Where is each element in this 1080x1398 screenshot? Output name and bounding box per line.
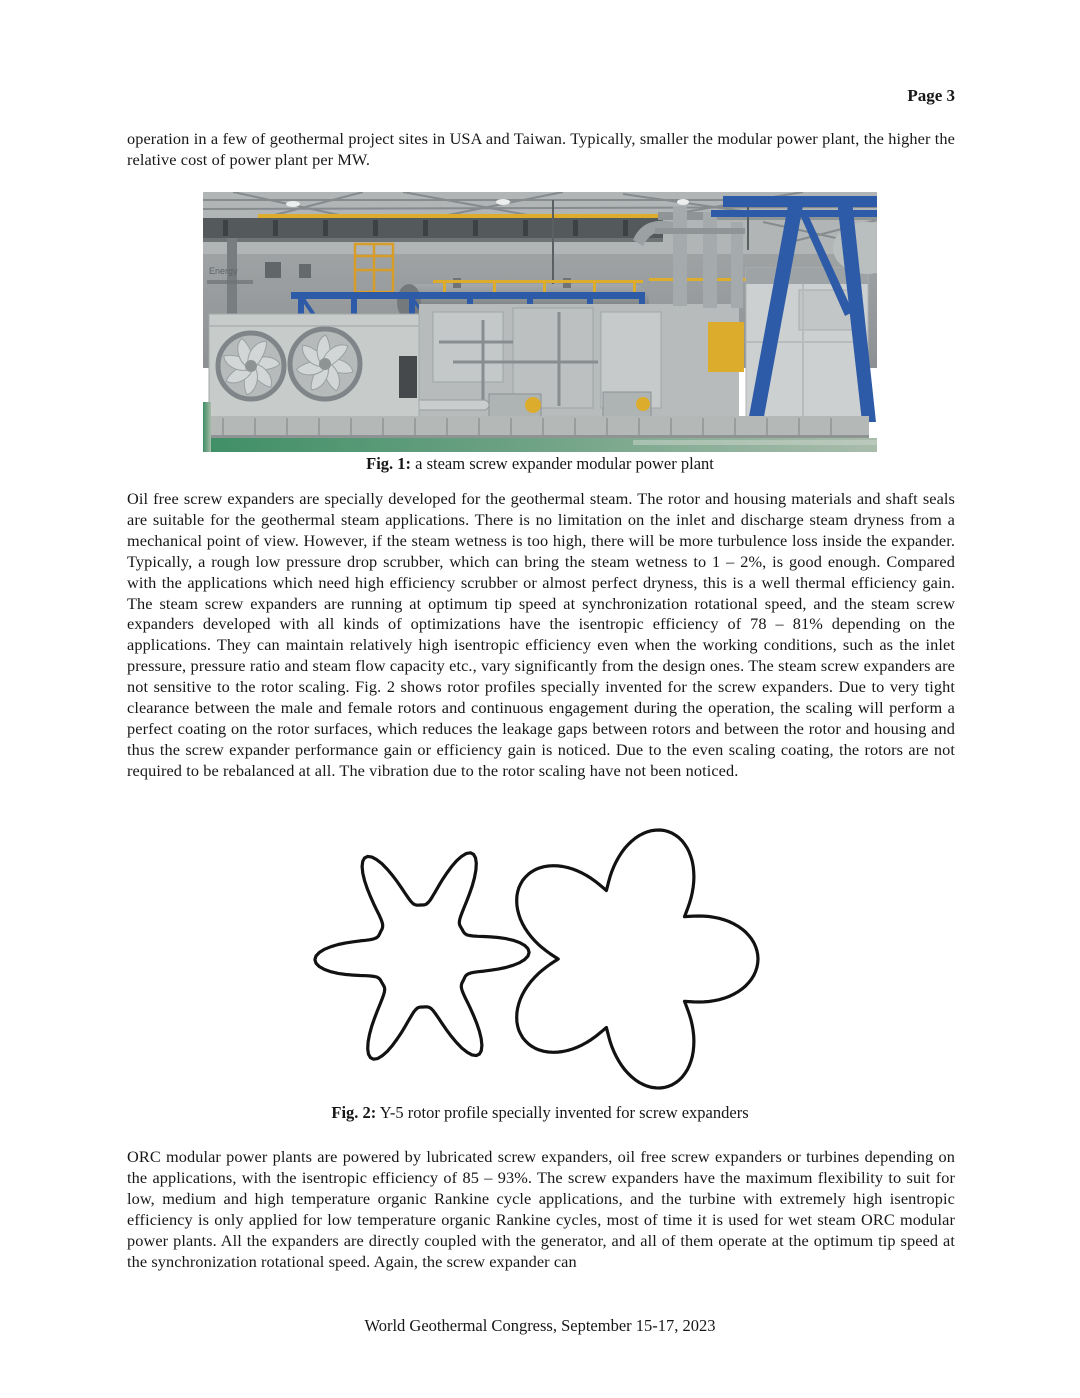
- fan-cooler-unit: [209, 314, 419, 426]
- figure1-label: Fig. 1:: [366, 454, 412, 473]
- orc-paragraph: ORC modular power plants are powered by lubricated screw expanders, oil free screw expanders or turbines depending on the applications, with the isentropic efficiency of 85 – 93%. The screw expanders have the maximum flexibility to suit for low, medium and high temperature organic Rankine cycle applications, and the turbine with extremely high isentropic efficiency is only applied for low temperature organic Rankine cycles, most of time it is used for wet steam ORC modular power plants. All the expanders are directly coupled with the generator, and all of them operate at the optimum tip speed at the synchronization rotational speed. Again, the screw expander can: [127, 1147, 955, 1271]
- page-footer: World Geothermal Congress, September 15-17, 2023: [364, 1316, 716, 1335]
- figure2-rotor-drawing: [310, 815, 775, 1095]
- axial-fan: [218, 333, 284, 399]
- yellow-cabinet: [708, 322, 744, 372]
- male-rotor-profile: [315, 853, 529, 1059]
- body-paragraph: Oil free screw expanders are specially developed for the geothermal steam. The rotor and housing materials and shaft seals are suitable for the geothermal steam applications. There is no limitation on the inlet and discharge steam dryness from a mechanical point of view. However, if the steam wetness is too high, there will be more turbulence loss inside the expander. Typically, a rough low pressure drop scrubber, which can bring the steam wetness to 1 – 2%, is good enough. Compared with the applications which need high efficiency scrubber or almost perfect dryness, this is a well thermal efficiency gain. The steam screw expanders are running at optimum tip speed at synchronization rotational speed, and the steam screw expanders developed with all kinds of optimizations have the isentropic efficiency of 78 – 81% depending on the applications. They can maintain relatively high isentropic efficiency even when the working conditions, such as the inlet pressure, pressure ratio and steam flow capacity etc., vary significantly from the design ones. The steam screw expanders are not sensitive to the rotor scaling. Fig. 2 shows rotor profiles specially invented for the screw expanders. Due to very tight clearance between the male and female rotors and continuous engagement during the operation, the scaling will perform a perfect coating on the rotor surfaces, which reduces the leakage gaps between rotors and between the rotor and housing and thus the screw expander performance gain or efficiency gain is noticed. Due to the even scaling coating, the rotors are not required to be rebalanced at all. The vibration due to the rotor scaling have not been noticed.: [127, 489, 955, 780]
- figure2-caption-text: Y-5 rotor profile specially invented for screw expanders: [376, 1103, 749, 1122]
- figure2-label: Fig. 2:: [331, 1103, 377, 1122]
- page-number: Page 3: [907, 86, 955, 105]
- figure2-caption: [0, 1103, 1080, 1123]
- female-rotor-profile: [517, 830, 758, 1088]
- figure1-photo: [203, 192, 877, 452]
- figure1-caption-text: a steam screw expander modular power plant: [411, 454, 714, 473]
- axial-fan: [290, 329, 360, 399]
- intro-paragraph: operation in a few of geothermal project sites in USA and Taiwan. Typically, smaller the modular power plant, the higher the relative cost of power plant per MW.: [127, 129, 955, 169]
- figure1-caption: [0, 454, 1080, 474]
- access-door: [399, 356, 417, 398]
- banner-cjk-glyphs: [207, 280, 253, 284]
- skid-base: [207, 416, 869, 439]
- banner-text: Energy: [209, 266, 238, 276]
